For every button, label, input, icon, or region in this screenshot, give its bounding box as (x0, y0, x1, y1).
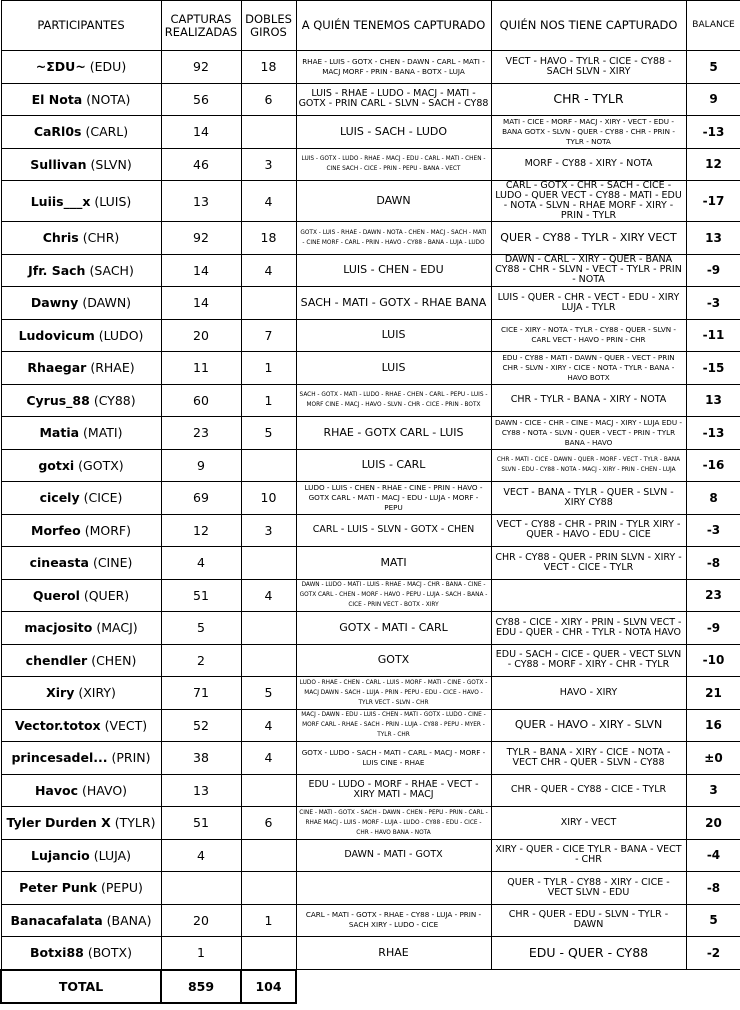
participant-cell (1, 287, 161, 320)
captures-cell: 5 (161, 612, 241, 645)
participant-nick: Cyrus_88 (26, 392, 90, 408)
table-body (1, 51, 740, 970)
we-captured-cell: GOTX - LUDO - SACH - MATI - CARL - MACJ - MORF - LUIS CINE - RHAE (296, 742, 491, 775)
double-spins-cell (241, 287, 296, 320)
double-spins-cell (241, 449, 296, 482)
we-captured-cell: LUIS (296, 319, 491, 352)
double-spins-cell: 1 (241, 352, 296, 385)
captured-by-cell: HAVO - XIRY (491, 677, 686, 710)
participant-cell (1, 222, 161, 255)
captures-cell (161, 872, 241, 905)
captures-cell: 71 (161, 677, 241, 710)
participant-nick: Morfeo (31, 522, 81, 538)
participant-cell (1, 807, 161, 840)
table-row (1, 774, 740, 807)
table-row (1, 872, 740, 905)
header-row (1, 1, 740, 51)
participant-code: (CICE) (83, 490, 123, 506)
we-captured-cell: RHAE (296, 937, 491, 970)
balance-cell: -10 (686, 644, 740, 677)
captures-cell: 4 (161, 547, 241, 580)
double-spins-cell: 10 (241, 482, 296, 515)
captures-cell: 92 (161, 51, 241, 84)
we-captured-cell: LUIS - CHEN - EDU (296, 254, 491, 287)
captured-by-cell: VECT - CY88 - CHR - PRIN - TYLR XIRY - QUER - HAVO - EDU - CICE (491, 514, 686, 547)
balance-cell: ±0 (686, 742, 740, 775)
participant-cell (1, 839, 161, 872)
double-spins-cell: 18 (241, 51, 296, 84)
table-row (1, 51, 740, 84)
participant-nick: Sullivan (30, 156, 87, 172)
table-row (1, 116, 740, 149)
participant-code: (LUDO) (98, 327, 144, 343)
double-spins-cell (241, 937, 296, 970)
balance-cell: -11 (686, 319, 740, 352)
participant-nick: Jfr. Sach (28, 262, 86, 278)
captures-cell: 51 (161, 579, 241, 612)
balance-cell: 9 (686, 83, 740, 116)
participant-cell (1, 449, 161, 482)
participant-nick: Peter Punk (19, 880, 97, 896)
participant-cell (1, 742, 161, 775)
balance-cell: 3 (686, 774, 740, 807)
participant-code: (BANA) (106, 912, 152, 928)
participant-code: (NOTA) (86, 91, 131, 107)
participant-cell (1, 83, 161, 116)
we-captured-cell: RHAE - LUIS - GOTX - CHEN - DAWN - CARL - MATI - MACJ MORF - PRIN - BANA - BOTX - LUJA (296, 51, 491, 84)
we-captured-cell: DAWN - LUDO - MATI - LUIS - RHAE - MACJ - CHR - BANA - CINE - GOTX CARL - CHEN - MORF - HAVO - PEPU - LUJA - SACH - BANA - CICE - PRIN VECT - BOTX - XIRY (296, 579, 491, 612)
double-spins-cell: 4 (241, 181, 296, 222)
double-spins-cell: 4 (241, 254, 296, 287)
captured-by-cell: CHR - TYLR (491, 83, 686, 116)
header-double-spins: DOBLES GIROS (241, 1, 296, 51)
table-row (1, 148, 740, 181)
captures-cell: 52 (161, 709, 241, 742)
captures-cell: 51 (161, 807, 241, 840)
balance-cell: -3 (686, 514, 740, 547)
we-captured-cell: SACH - MATI - GOTX - RHAE BANA (296, 287, 491, 320)
total-empty-cell (491, 970, 686, 1003)
participant-code: (GOTX) (78, 457, 124, 473)
captures-cell: 14 (161, 254, 241, 287)
table-row (1, 547, 740, 580)
captured-by-cell: XIRY - QUER - CICE TYLR - BANA - VECT - CHR (491, 839, 686, 872)
participant-code: (LUJA) (93, 847, 131, 863)
balance-cell: 8 (686, 482, 740, 515)
balance-cell: -9 (686, 254, 740, 287)
captured-by-cell: CY88 - CICE - XIRY - PRIN - SLVN VECT - EDU - QUER - CHR - TYLR - NOTA HAVO (491, 612, 686, 645)
participant-code: (MATI) (83, 425, 123, 441)
participant-cell (1, 579, 161, 612)
balance-cell: -8 (686, 872, 740, 905)
participant-nick: macjosito (24, 620, 93, 636)
total-label: TOTAL (1, 970, 161, 1003)
participant-nick: gotxi (38, 457, 75, 473)
table-row (1, 677, 740, 710)
captured-by-cell: CHR - TYLR - BANA - XIRY - NOTA (491, 384, 686, 417)
table-row (1, 222, 740, 255)
we-captured-cell: EDU - LUDO - MORF - RHAE - VECT - XIRY MATI - MACJ (296, 774, 491, 807)
total-double-spins: 104 (241, 970, 296, 1003)
we-captured-cell: LUIS - CARL (296, 449, 491, 482)
participant-cell (1, 547, 161, 580)
participant-code: (CY88) (93, 392, 136, 408)
participant-nick: Luiis___x (30, 193, 91, 209)
captured-by-cell (491, 579, 686, 612)
captured-by-cell: XIRY - VECT (491, 807, 686, 840)
double-spins-cell: 1 (241, 384, 296, 417)
participant-nick: Tyler Durden X (6, 815, 111, 831)
participant-code: (HAVO) (81, 782, 128, 798)
participant-nick: CaRl0s (33, 124, 82, 140)
participant-code: (CINE) (92, 555, 133, 571)
captured-by-cell: EDU - QUER - CY88 (491, 937, 686, 970)
participant-cell (1, 116, 161, 149)
captures-cell: 14 (161, 116, 241, 149)
captured-by-cell: CICE - XIRY - NOTA - TYLR - CY88 - QUER - SLVN - CARL VECT - HAVO - PRIN - CHR (491, 319, 686, 352)
captures-cell: 13 (161, 181, 241, 222)
table-row (1, 612, 740, 645)
participant-code: (BOTX) (87, 945, 132, 961)
balance-cell: -16 (686, 449, 740, 482)
captured-by-cell: DAWN - CARL - XIRY - QUER - BANA CY88 - CHR - SLVN - VECT - TYLR - PRIN - NOTA (491, 254, 686, 287)
double-spins-cell: 6 (241, 807, 296, 840)
participant-cell (1, 319, 161, 352)
captures-cell: 20 (161, 904, 241, 937)
captures-cell: 92 (161, 222, 241, 255)
double-spins-cell (241, 839, 296, 872)
we-captured-cell: RHAE - GOTX CARL - LUIS (296, 417, 491, 450)
balance-cell: -9 (686, 612, 740, 645)
participant-nick: Botxi88 (30, 945, 84, 961)
balance-cell: -3 (686, 287, 740, 320)
balance-cell: 20 (686, 807, 740, 840)
participant-nick: Matia (39, 425, 80, 441)
participant-cell (1, 514, 161, 547)
balance-cell: -13 (686, 417, 740, 450)
we-captured-cell: LUIS (296, 352, 491, 385)
we-captured-cell: MACJ - DAWN - EDU - LUIS - CHEN - MATI - GOTX - LUDO - CINE - MORF CARL - RHAE - SACH - PRIN - LUJA - CY88 - PEPU - MYER - TYLR - CHR (296, 709, 491, 742)
balance-cell: 21 (686, 677, 740, 710)
balance-cell: 13 (686, 222, 740, 255)
total-captures: 859 (161, 970, 241, 1003)
double-spins-cell (241, 872, 296, 905)
balance-cell: -13 (686, 116, 740, 149)
participant-nick: Xiry (46, 685, 75, 701)
participant-code: (EDU) (89, 59, 127, 75)
header-participants: PARTICIPANTES (1, 1, 161, 51)
captures-cell: 38 (161, 742, 241, 775)
participant-cell (1, 709, 161, 742)
captured-by-cell: EDU - CY88 - MATI - DAWN - QUER - VECT - PRIN CHR - SLVN - XIRY - CICE - NOTA - TYLR - BANA - HAVO BOTX (491, 352, 686, 385)
table-row (1, 482, 740, 515)
participant-cell (1, 482, 161, 515)
captured-by-cell: VECT - BANA - TYLR - QUER - SLVN - XIRY CY88 (491, 482, 686, 515)
we-captured-cell: DAWN - MATI - GOTX (296, 839, 491, 872)
captured-by-cell: QUER - TYLR - CY88 - XIRY - CICE - VECT SLVN - EDU (491, 872, 686, 905)
double-spins-cell: 4 (241, 742, 296, 775)
captured-by-cell: CHR - QUER - CY88 - CICE - TYLR (491, 774, 686, 807)
table-row (1, 709, 740, 742)
table-row (1, 807, 740, 840)
table-row (1, 579, 740, 612)
balance-cell: 12 (686, 148, 740, 181)
balance-cell: 16 (686, 709, 740, 742)
total-empty-cell (686, 970, 740, 1003)
participant-cell (1, 417, 161, 450)
participant-code: (SACH) (89, 262, 134, 278)
captures-cell: 20 (161, 319, 241, 352)
double-spins-cell: 4 (241, 579, 296, 612)
we-captured-cell: CINE - MATI - GOTX - SACH - DAWN - CHEN - PEPU - PRIN - CARL - RHAE MACJ - LUIS - MORF - LUJA - LUDO - CY88 - EDU - CICE - CHR - HAVO BANA - NOTA (296, 807, 491, 840)
captured-by-cell: CHR - MATI - CICE - DAWN - QUER - MORF - VECT - TYLR - BANA SLVN - EDU - CY88 - NOTA - MACJ - XIRY - PRIN - CHEN - LUJA (491, 449, 686, 482)
participant-nick: Ludovicum (18, 327, 95, 343)
we-captured-cell: MATI (296, 547, 491, 580)
we-captured-cell: CARL - LUIS - SLVN - GOTX - CHEN (296, 514, 491, 547)
table-row (1, 937, 740, 970)
captures-cell: 2 (161, 644, 241, 677)
participant-nick: ~ΣDU~ (35, 59, 86, 75)
captures-cell: 11 (161, 352, 241, 385)
participant-code: (RHAE) (90, 360, 135, 376)
double-spins-cell: 7 (241, 319, 296, 352)
balance-cell: 5 (686, 904, 740, 937)
participant-cell (1, 181, 161, 222)
participant-nick: cicely (39, 490, 80, 506)
captures-cell: 46 (161, 148, 241, 181)
participant-code: (PEPU) (100, 880, 143, 896)
table-row (1, 287, 740, 320)
balance-cell: -2 (686, 937, 740, 970)
total-empty-cell (296, 970, 491, 1003)
captured-by-cell: QUER - CY88 - TYLR - XIRY VECT (491, 222, 686, 255)
participant-nick: Querol (32, 587, 80, 603)
participant-code: (XIRY) (78, 685, 116, 701)
captures-cell: 69 (161, 482, 241, 515)
captures-cell: 14 (161, 287, 241, 320)
participant-cell (1, 148, 161, 181)
header-captures: CAPTURAS REALIZADAS (161, 1, 241, 51)
participant-nick: Rhaegar (27, 360, 87, 376)
participant-nick: Dawny (30, 295, 79, 311)
participant-code: (TYLR) (114, 815, 156, 831)
we-captured-cell: LUIS - SACH - LUDO (296, 116, 491, 149)
participant-code: (CARL) (85, 124, 129, 140)
participant-nick: El Nota (31, 91, 83, 107)
double-spins-cell: 6 (241, 83, 296, 116)
participant-cell (1, 384, 161, 417)
we-captured-cell (296, 872, 491, 905)
double-spins-cell (241, 547, 296, 580)
balance-cell: 5 (686, 51, 740, 84)
table-row (1, 904, 740, 937)
participant-cell (1, 872, 161, 905)
we-captured-cell: GOTX (296, 644, 491, 677)
balance-cell: 23 (686, 579, 740, 612)
balance-cell: -8 (686, 547, 740, 580)
participant-nick: Banacafalata (10, 912, 103, 928)
captures-cell: 60 (161, 384, 241, 417)
we-captured-cell: DAWN (296, 181, 491, 222)
participant-nick: Lujancio (30, 847, 90, 863)
participant-code: (PRIN) (111, 750, 151, 766)
participant-code: (VECT) (104, 717, 148, 733)
captured-by-cell: VECT - HAVO - TYLR - CICE - CY88 - SACH SLVN - XIRY (491, 51, 686, 84)
balance-cell: -15 (686, 352, 740, 385)
participant-code: (QUER) (83, 587, 130, 603)
we-captured-cell: LUIS - GOTX - LUDO - RHAE - MACJ - EDU - CARL - MATI - CHEN - CINE SACH - CICE - PRIN - PEPU - BANA - VECT (296, 148, 491, 181)
participant-cell (1, 644, 161, 677)
captured-by-cell: DAWN - CICE - CHR - CINE - MACJ - XIRY - LUJA EDU - CY88 - NOTA - SLVN - QUER - VECT - PRIN - TYLR BANA - HAVO (491, 417, 686, 450)
double-spins-cell: 4 (241, 709, 296, 742)
captures-cell: 1 (161, 937, 241, 970)
participant-code: (CHR) (82, 230, 120, 246)
captured-by-cell: QUER - HAVO - XIRY - SLVN (491, 709, 686, 742)
double-spins-cell (241, 774, 296, 807)
table-row (1, 254, 740, 287)
table-row (1, 384, 740, 417)
table-row (1, 181, 740, 222)
participant-nick: princesadel... (11, 750, 108, 766)
participant-nick: Vector.totox (14, 717, 101, 733)
participant-code: (LUIS) (94, 193, 132, 209)
double-spins-cell (241, 116, 296, 149)
captured-by-cell: CARL - GOTX - CHR - SACH - CICE - LUDO - QUER VECT - CY88 - MATI - EDU - NOTA - SLVN - RHAE MORF - XIRY - PRIN - TYLR (491, 181, 686, 222)
balance-cell: -4 (686, 839, 740, 872)
header-captured-by: QUIÉN NOS TIENE CAPTURADO (491, 1, 686, 51)
table-row (1, 742, 740, 775)
participant-cell (1, 937, 161, 970)
participant-cell (1, 774, 161, 807)
captures-cell: 23 (161, 417, 241, 450)
we-captured-cell: LUIS - RHAE - LUDO - MACJ - MATI - GOTX - PRIN CARL - SLVN - SACH - CY88 (296, 83, 491, 116)
participant-code: (MACJ) (96, 620, 138, 636)
table-row (1, 83, 740, 116)
double-spins-cell (241, 612, 296, 645)
participant-nick: cineasta (29, 555, 89, 571)
header-balance: BALANCE (686, 1, 740, 51)
header-we-captured: A QUIÉN TENEMOS CAPTURADO (296, 1, 491, 51)
participant-cell (1, 612, 161, 645)
captures-cell: 9 (161, 449, 241, 482)
total-row (1, 970, 740, 1003)
captured-by-cell: EDU - SACH - CICE - QUER - VECT SLVN - CY88 - MORF - XIRY - CHR - TYLR (491, 644, 686, 677)
table-row (1, 644, 740, 677)
participant-cell (1, 352, 161, 385)
double-spins-cell: 1 (241, 904, 296, 937)
participant-nick: Havoc (34, 782, 78, 798)
double-spins-cell: 3 (241, 148, 296, 181)
participant-nick: chendler (25, 652, 88, 668)
captures-cell: 12 (161, 514, 241, 547)
balance-cell: -17 (686, 181, 740, 222)
table-row (1, 352, 740, 385)
double-spins-cell: 5 (241, 417, 296, 450)
participant-nick: Chris (42, 230, 79, 246)
participant-code: (DAWN) (82, 295, 132, 311)
balance-cell: 13 (686, 384, 740, 417)
table-row (1, 839, 740, 872)
we-captured-cell: GOTX - MATI - CARL (296, 612, 491, 645)
captured-by-cell: CHR - QUER - EDU - SLVN - TYLR - DAWN (491, 904, 686, 937)
participant-code: (MORF) (84, 522, 131, 538)
double-spins-cell: 18 (241, 222, 296, 255)
participant-code: (CHEN) (91, 652, 137, 668)
participant-code: (SLVN) (90, 156, 132, 172)
captures-cell: 4 (161, 839, 241, 872)
participant-cell (1, 904, 161, 937)
captured-by-cell: MORF - CY88 - XIRY - NOTA (491, 148, 686, 181)
we-captured-cell: SACH - GOTX - MATI - LUDO - RHAE - CHEN - CARL - PEPU - LUIS - MORF CINE - MACJ - HAVO - SLVN - CHR - CICE - PRIN - BOTX (296, 384, 491, 417)
we-captured-cell: GOTX - LUIS - RHAE - DAWN - NOTA - CHEN - MACJ - SACH - MATI - CINE MORF - CARL - PRIN - HAVO - CY88 - BANA - LUJA - LUDO (296, 222, 491, 255)
double-spins-cell: 3 (241, 514, 296, 547)
captured-by-cell: LUIS - QUER - CHR - VECT - EDU - XIRY LUJA - TYLR (491, 287, 686, 320)
double-spins-cell (241, 644, 296, 677)
participant-cell (1, 677, 161, 710)
captured-by-cell: MATI - CICE - MORF - MACJ - XIRY - VECT - EDU - BANA GOTX - SLVN - QUER - CY88 - CHR - PRIN - TYLR - NOTA (491, 116, 686, 149)
we-captured-cell: LUDO - RHAE - CHEN - CARL - LUIS - MORF - MATI - CINE - GOTX - MACJ DAWN - SACH - LUJA - PRIN - PEPU - EDU - CICE - HAVO - TYLR VECT - SLVN - CHR (296, 677, 491, 710)
captured-by-cell: TYLR - BANA - XIRY - CICE - NOTA - VECT CHR - QUER - SLVN - CY88 (491, 742, 686, 775)
captured-by-cell: CHR - CY88 - QUER - PRIN SLVN - XIRY - VECT - CICE - TYLR (491, 547, 686, 580)
we-captured-cell: CARL - MATI - GOTX - RHAE - CY88 - LUJA - PRIN - SACH XIRY - LUDO - CICE (296, 904, 491, 937)
table-row (1, 417, 740, 450)
captures-cell: 13 (161, 774, 241, 807)
participant-cell (1, 254, 161, 287)
captures-cell: 56 (161, 83, 241, 116)
we-captured-cell: LUDO - LUIS - CHEN - RHAE - CINE - PRIN - HAVO - GOTX CARL - MATI - MACJ - EDU - LUJA - MORF - PEPU (296, 482, 491, 515)
table-row (1, 319, 740, 352)
double-spins-cell: 5 (241, 677, 296, 710)
table-row (1, 514, 740, 547)
participant-cell (1, 51, 161, 84)
table-row (1, 449, 740, 482)
